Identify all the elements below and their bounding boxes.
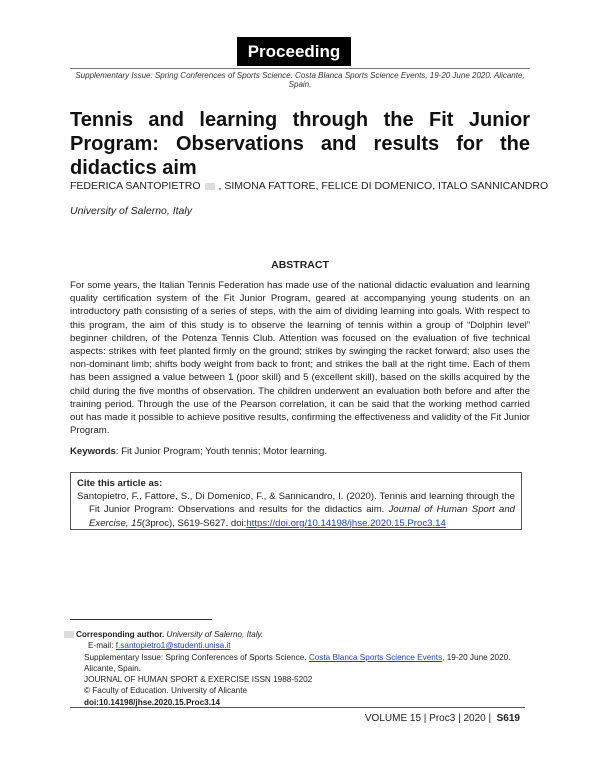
email-label: E-mail:: [88, 641, 116, 651]
email-link[interactable]: f.santopietro1@studenti.unisa.it: [115, 641, 231, 651]
cite-text: [77, 490, 515, 530]
cite-heading: Cite this article as:: [77, 478, 163, 489]
abstract-heading: ABSTRACT: [271, 259, 329, 271]
header-divider: [70, 68, 530, 69]
authors: [70, 180, 548, 192]
author-rest: , SIMONA FATTORE, FELICE DI DOMENICO, ITALO SANNICANDRO: [218, 180, 549, 192]
copyright: © Faculty of Education. University of Alicante: [84, 686, 248, 696]
keywords-text: : Fit Junior Program; Youth tennis; Motor learning.: [115, 446, 328, 457]
footnote: [64, 629, 534, 708]
doi-link[interactable]: https://doi.org/10.14198/jhse.2020.15.Proc3.14: [246, 517, 446, 529]
abstract-text: For some years, the Italian Tennis Federation has made use of the national didactic evaluation and learning quality certification system of the Fit Junior Program, geared at accompanying young students on an introductory path consisting of a series of steps, with the aim of dividing learning into goals. With respect to this program, the aim of this study is to observe the learning of tennis within a group of “Dolphin level” beginner children, of the Potenza Tennis Club. Attention was focused on the evaluation of five technical aspects: strikes with feet planted firmly on the ground; strikes by swinging the racket forward; also uses the non-dominant limb; shifts body weight from back to front; and strikes the ball at the right time. Each of them has been assigned a value between 1 (poor skill) and 5 (excellent skill), based on the skills acquired by the child during the five months of observation. The children underwent an evaluation both before and after the training period. Through the use of the Pearson correlation, it can be said that the working method carried out has made it possible to achieve positive results, confirming the effectiveness and validity of the Fit Junior Program.: [70, 280, 530, 437]
cite-issue: (3proc), S619-S627. doi:: [141, 517, 247, 529]
keywords: [70, 446, 327, 457]
proceeding-badge: Proceeding: [237, 37, 351, 66]
cite-journal: Journal of Human Sport and Exercise, 15: [89, 504, 515, 529]
supp-prefix: Supplementary Issue: Spring Conferences of Sports Science.: [84, 652, 309, 662]
keywords-label: Keywords: [70, 446, 116, 457]
author-first: FEDERICA SANTOPIETRO: [70, 180, 201, 192]
corresponding-affiliation: University of Salerno, Italy.: [164, 630, 264, 639]
cite-box: [70, 472, 522, 530]
footer-divider: [70, 707, 525, 708]
events-link[interactable]: Costa Blanca Sports Science Events: [308, 652, 443, 662]
supplement-header: Supplementary Issue: Spring Conferences of Sports Science. Costa Blanca Sports Science Events, 19-20 June 2020. Alicante, Spain.: [75, 71, 525, 89]
cite-reference: Santopietro, F., Fattore, S., Di Domenico, F., & Sannicandro, I. (2020). Tennis and learning through the Fit Junior Program: Observations and results for the didactics aim.: [77, 491, 515, 516]
affiliation: University of Salerno, Italy: [70, 205, 192, 217]
page-footer: [300, 713, 520, 724]
footnote-doi: doi:10.14198/jhse.2020.15.Proc3.14: [84, 697, 221, 707]
journal-issn: JOURNAL OF HUMAN SPORT & EXERCISE ISSN 1988-5202: [84, 675, 313, 685]
supp-suffix: , 19-20 June 2020. Alicante, Spain.: [84, 652, 511, 673]
envelope-icon: [64, 631, 74, 638]
article-title: Tennis and learning through the Fit Junior Program: Observations and results for the didactics aim: [70, 109, 530, 179]
corresponding-label: Corresponding author.: [76, 630, 165, 639]
footnote-divider: [70, 619, 212, 620]
volume-info: VOLUME 15 | Proc3 | 2020 |: [364, 713, 492, 724]
page-number: S619: [496, 713, 520, 724]
envelope-icon: [205, 183, 215, 190]
